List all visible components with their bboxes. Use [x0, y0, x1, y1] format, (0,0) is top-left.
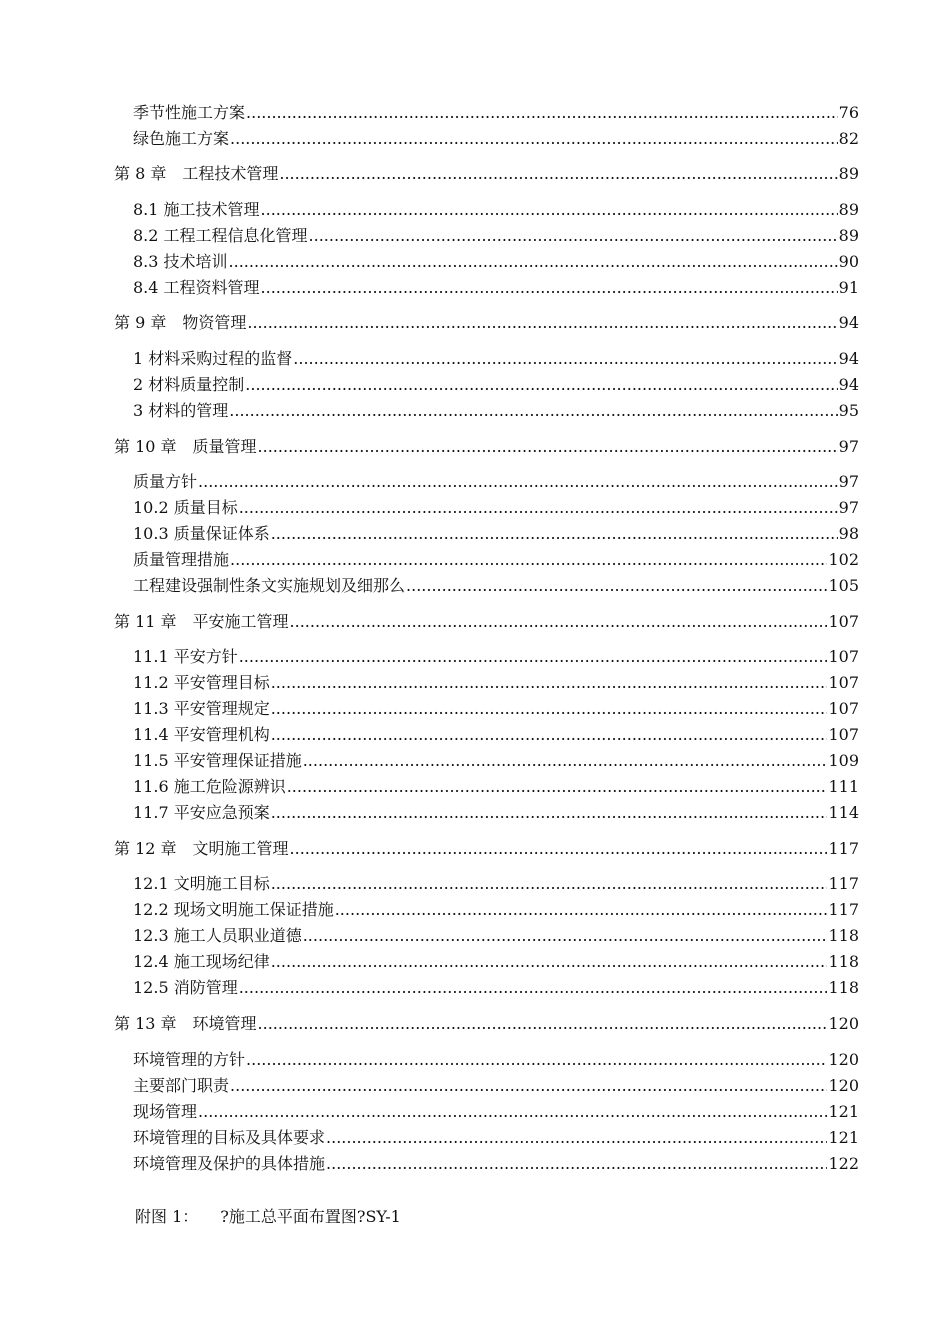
toc-entry[interactable] [133, 1076, 859, 1096]
dot-leader [271, 874, 828, 894]
toc-entry[interactable] [133, 725, 859, 745]
toc-entry-label: 工程建设强制性条文实施规划及细那么 [133, 576, 406, 595]
annex-prefix: 附图 1： [135, 1207, 199, 1226]
toc-entry-page: 97 [838, 472, 859, 491]
dot-leader [287, 777, 828, 797]
dot-leader [279, 164, 837, 184]
dot-leader [230, 550, 827, 570]
dot-leader [303, 751, 828, 771]
dot-leader [335, 900, 828, 920]
dot-leader [271, 725, 828, 745]
toc-entry-page: 109 [828, 751, 859, 770]
toc-entry-label: 12.3 施工人员职业道德 [133, 926, 302, 945]
toc-entry-label: 质量方针 [133, 472, 198, 491]
toc-entry-label: 3 材料的管理 [133, 401, 229, 420]
dot-leader [258, 1014, 828, 1034]
toc-entry-label: 10.2 质量目标 [133, 498, 238, 517]
dot-leader [271, 524, 838, 544]
toc-entry-page: 117 [828, 839, 859, 858]
toc-entry-page: 117 [828, 874, 859, 893]
toc-entry-label: 现场管理 [133, 1102, 198, 1121]
toc-entry-page: 94 [838, 349, 859, 368]
toc-entry-page: 107 [828, 699, 859, 718]
toc-entry-label: 第 8 章 工程技术管理 [114, 164, 279, 183]
toc-entry[interactable] [133, 1154, 859, 1174]
toc-entry-page: 89 [838, 164, 859, 183]
toc-entry-label: 环境管理的目标及具体要求 [133, 1128, 326, 1147]
toc-entry-page: 76 [838, 103, 859, 122]
dot-leader [290, 612, 828, 632]
toc-entry-page: 107 [828, 725, 859, 744]
toc-entry[interactable] [133, 874, 859, 894]
toc-entry-label: 环境管理及保护的具体措施 [133, 1154, 326, 1173]
annex-title: ?施工总平面布置图?SY-1 [220, 1207, 401, 1226]
toc-entry[interactable] [133, 278, 859, 298]
toc-entry[interactable] [133, 1050, 859, 1070]
toc-entry-page: 114 [828, 803, 859, 822]
dot-leader [261, 278, 838, 298]
toc-entry-label: 11.4 平安管理机构 [133, 725, 270, 744]
toc-entry[interactable] [133, 103, 859, 123]
toc-entry[interactable] [133, 252, 859, 272]
toc-entry-label: 8.4 工程资料管理 [133, 278, 260, 297]
dot-leader [309, 226, 838, 246]
toc-entry-page: 118 [828, 978, 859, 997]
annex-figure-reference [135, 1207, 401, 1227]
toc-entry-label: 12.1 文明施工目标 [133, 874, 270, 893]
toc-entry-page: 89 [838, 200, 859, 219]
toc-entry-page: 97 [838, 437, 859, 456]
dot-leader [198, 1102, 827, 1122]
toc-entry-label: 第 12 章 文明施工管理 [114, 839, 289, 858]
toc-entry[interactable] [133, 900, 859, 920]
toc-entry[interactable] [133, 200, 859, 220]
toc-entry-label: 12.2 现场文明施工保证措施 [133, 900, 334, 919]
toc-entry-page: 107 [828, 647, 859, 666]
toc-entry-page: 97 [838, 498, 859, 517]
toc-entry[interactable] [133, 524, 859, 544]
toc-entry[interactable] [133, 550, 859, 570]
toc-chapter-entry[interactable] [114, 437, 859, 457]
toc-entry-page: 90 [838, 252, 859, 271]
toc-entry[interactable] [133, 803, 859, 823]
toc-entry-label: 8.3 技术培训 [133, 252, 228, 271]
toc-entry-page: 102 [828, 550, 859, 569]
dot-leader [230, 129, 838, 149]
dot-leader [229, 252, 838, 272]
toc-chapter-entry[interactable] [114, 612, 859, 632]
dot-leader [326, 1154, 827, 1174]
toc-entry-label: 12.5 消防管理 [133, 978, 238, 997]
toc-entry[interactable] [133, 1128, 859, 1148]
toc-entry-page: 118 [828, 952, 859, 971]
toc-entry-page: 121 [828, 1128, 859, 1147]
dot-leader [303, 926, 828, 946]
dot-leader [239, 498, 838, 518]
toc-entry-page: 122 [828, 1154, 859, 1173]
toc-entry-label: 1 材料采购过程的监督 [133, 349, 293, 368]
toc-entry-label: 第 11 章 平安施工管理 [114, 612, 289, 631]
toc-entry[interactable] [133, 349, 859, 369]
toc-entry-page: 94 [838, 313, 859, 332]
dot-leader [290, 839, 828, 859]
toc-entry-label: 第 13 章 环境管理 [114, 1014, 257, 1033]
toc-entry-page: 89 [838, 226, 859, 245]
dot-leader [271, 673, 828, 693]
dot-leader [246, 103, 838, 123]
toc-entry-page: 95 [838, 401, 859, 420]
toc-entry[interactable] [133, 699, 859, 719]
dot-leader [261, 200, 838, 220]
dot-leader [230, 1076, 827, 1096]
dot-leader [239, 978, 828, 998]
toc-entry-page: 105 [828, 576, 859, 595]
toc-entry-label: 8.1 施工技术管理 [133, 200, 260, 219]
dot-leader [239, 647, 828, 667]
toc-entry[interactable] [133, 472, 859, 492]
dot-leader [246, 1050, 827, 1070]
toc-entry-page: 98 [838, 524, 859, 543]
toc-entry-label: 8.2 工程工程信息化管理 [133, 226, 308, 245]
toc-entry[interactable] [133, 375, 859, 395]
dot-leader [271, 699, 828, 719]
toc-entry-label: 第 10 章 质量管理 [114, 437, 257, 456]
toc-entry-page: 121 [828, 1102, 859, 1121]
dot-leader [247, 313, 837, 333]
toc-chapter-entry[interactable] [114, 839, 859, 859]
toc-chapter-entry[interactable] [114, 1014, 859, 1034]
toc-entry[interactable] [133, 576, 859, 596]
toc-entry[interactable] [133, 673, 859, 693]
toc-entry-label: 11.3 平安管理规定 [133, 699, 270, 718]
dot-leader [258, 437, 838, 457]
toc-entry-page: 120 [828, 1076, 859, 1095]
toc-entry-label: 主要部门职责 [133, 1076, 230, 1095]
toc-entry-label: 11.2 平安管理目标 [133, 673, 270, 692]
toc-entry-label: 11.7 平安应急预案 [133, 803, 270, 822]
toc-entry-label: 环境管理的方针 [133, 1050, 246, 1069]
toc-entry[interactable] [133, 226, 859, 246]
toc-entry-label: 质量管理措施 [133, 550, 230, 569]
toc-entry[interactable] [133, 777, 859, 797]
dot-leader [229, 401, 837, 421]
dot-leader [406, 576, 827, 596]
toc-entry[interactable] [133, 401, 859, 421]
toc-entry-page: 120 [828, 1050, 859, 1069]
dot-leader [245, 375, 837, 395]
dot-leader [271, 803, 828, 823]
toc-entry-label: 10.3 质量保证体系 [133, 524, 270, 543]
toc-entry-page: 91 [838, 278, 859, 297]
toc-entry-page: 94 [838, 375, 859, 394]
toc-entry[interactable] [133, 1102, 859, 1122]
toc-entry-page: 117 [828, 900, 859, 919]
toc-entry-page: 111 [828, 777, 859, 796]
dot-leader [293, 349, 837, 369]
toc-entry-label: 第 9 章 物资管理 [114, 313, 247, 332]
toc-entry[interactable] [133, 647, 859, 667]
dot-leader [198, 472, 838, 492]
toc-entry-page: 120 [828, 1014, 859, 1033]
toc-entry[interactable] [133, 978, 859, 998]
toc-entry[interactable] [133, 751, 859, 771]
toc-entry[interactable] [133, 952, 859, 972]
toc-entry-label: 11.5 平安管理保证措施 [133, 751, 302, 770]
toc-entry[interactable] [133, 129, 859, 149]
dot-leader [326, 1128, 827, 1148]
toc-entry-label: 2 材料质量控制 [133, 375, 245, 394]
toc-entry-label: 11.1 平安方针 [133, 647, 238, 666]
toc-entry-label: 季节性施工方案 [133, 103, 246, 122]
dot-leader [271, 952, 828, 972]
toc-chapter-entry[interactable] [114, 164, 859, 184]
toc-entry[interactable] [133, 926, 859, 946]
toc-chapter-entry[interactable] [114, 313, 859, 333]
toc-entry-label: 12.4 施工现场纪律 [133, 952, 270, 971]
toc-entry-page: 107 [828, 673, 859, 692]
toc-entry-label: 11.6 施工危险源辨识 [133, 777, 286, 796]
toc-entry-page: 118 [828, 926, 859, 945]
toc-entry-page: 107 [828, 612, 859, 631]
toc-entry-label: 绿色施工方案 [133, 129, 230, 148]
toc-entry-page: 82 [838, 129, 859, 148]
toc-entry[interactable] [133, 498, 859, 518]
